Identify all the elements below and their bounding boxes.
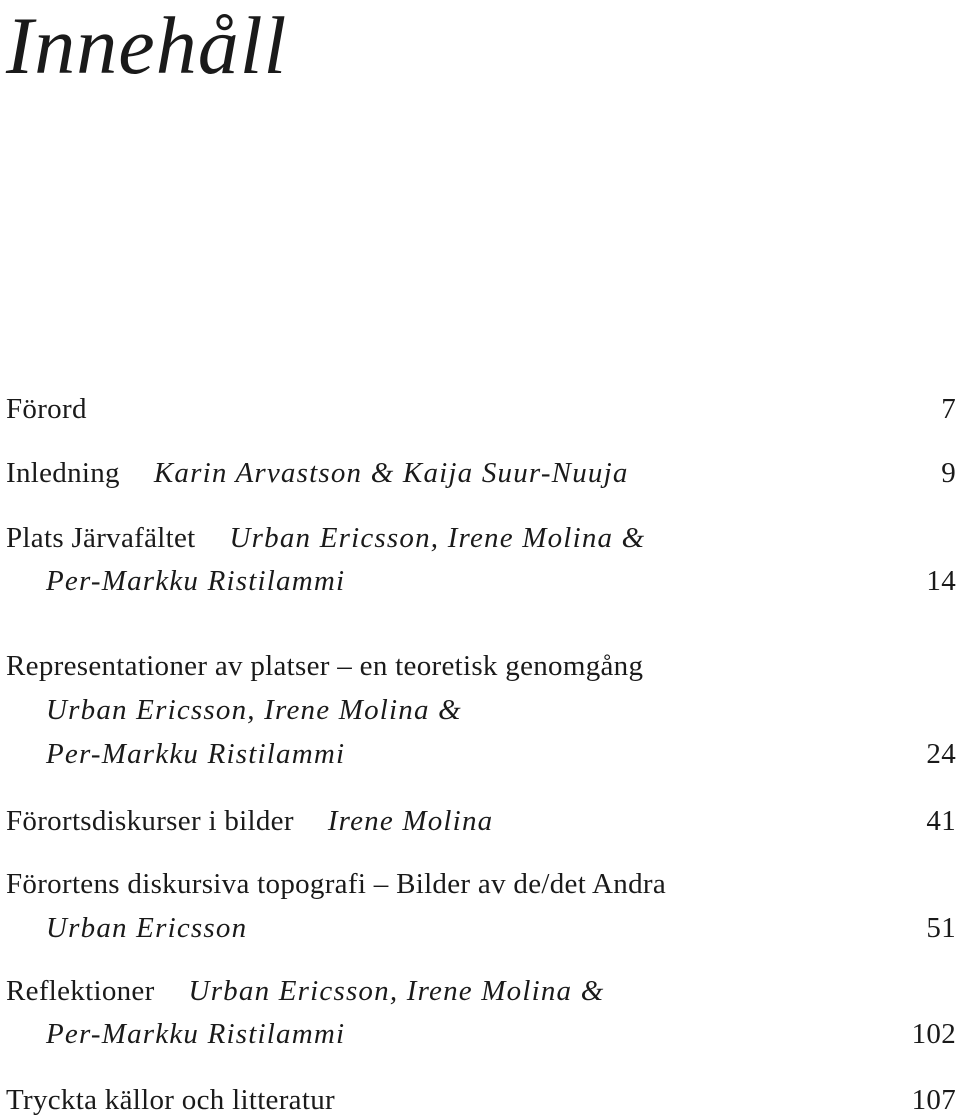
entry-author: Per-Markku Ristilammi [46,1018,346,1050]
entry-title: Plats Järvafältet [6,522,196,554]
entry-author: Per-Markku Ristilammi [46,565,346,597]
entry-author: Urban Ericsson, Irene Molina & [229,522,646,554]
entry-author: Per-Markku Ristilammi [46,738,346,770]
entry-title: Inledning [6,457,120,489]
entry-page: 41 [926,805,956,837]
entry-title: Reflektioner [6,975,155,1007]
toc-entry-topografi [6,864,956,904]
entry-page: 51 [926,912,956,944]
entry-title: Tryckta källor och litteratur [6,1084,335,1116]
entry-page: 9 [941,457,956,489]
entry-author: Urban Ericsson, Irene Molina & [188,975,605,1007]
entry-title: Representationer av platser – en teoretisk genomgång [6,650,644,682]
entry-title: Förortsdiskurser i bilder [6,805,294,837]
toc-entry-reflektioner-cont [46,1014,956,1054]
entry-author: Karin Arvastson & Kaija Suur-Nuuja [153,457,629,489]
entry-title: Förortens diskursiva topografi – Bilder av de/det Andra [6,868,667,900]
toc-entry-representationer [6,646,956,686]
toc-entry-representationer-author1 [46,690,956,730]
toc-entry-representationer-author2 [46,734,956,774]
toc-entry-forortsdiskurser [6,801,956,841]
entry-page: 102 [911,1018,956,1050]
toc-entry-plats [6,518,956,558]
toc-entry-reflektioner [6,971,956,1011]
toc-entry-introduction [6,453,956,493]
toc-entry-plats-cont [46,561,956,601]
entry-author: Urban Ericsson, Irene Molina & [46,694,462,726]
entry-page: 107 [911,1084,956,1116]
entry-author: Irene Molina [327,805,494,837]
toc-entry-topografi-author [46,908,956,948]
entry-page: 14 [926,565,956,597]
entry-author: Urban Ericsson [46,912,248,944]
entry-page: 7 [941,393,956,425]
entry-page: 24 [926,738,956,770]
toc-entry-sources [6,1080,956,1120]
page-title: Innehåll [6,0,288,91]
entry-title: Förord [6,393,87,425]
toc-entry-foreword [6,389,956,429]
